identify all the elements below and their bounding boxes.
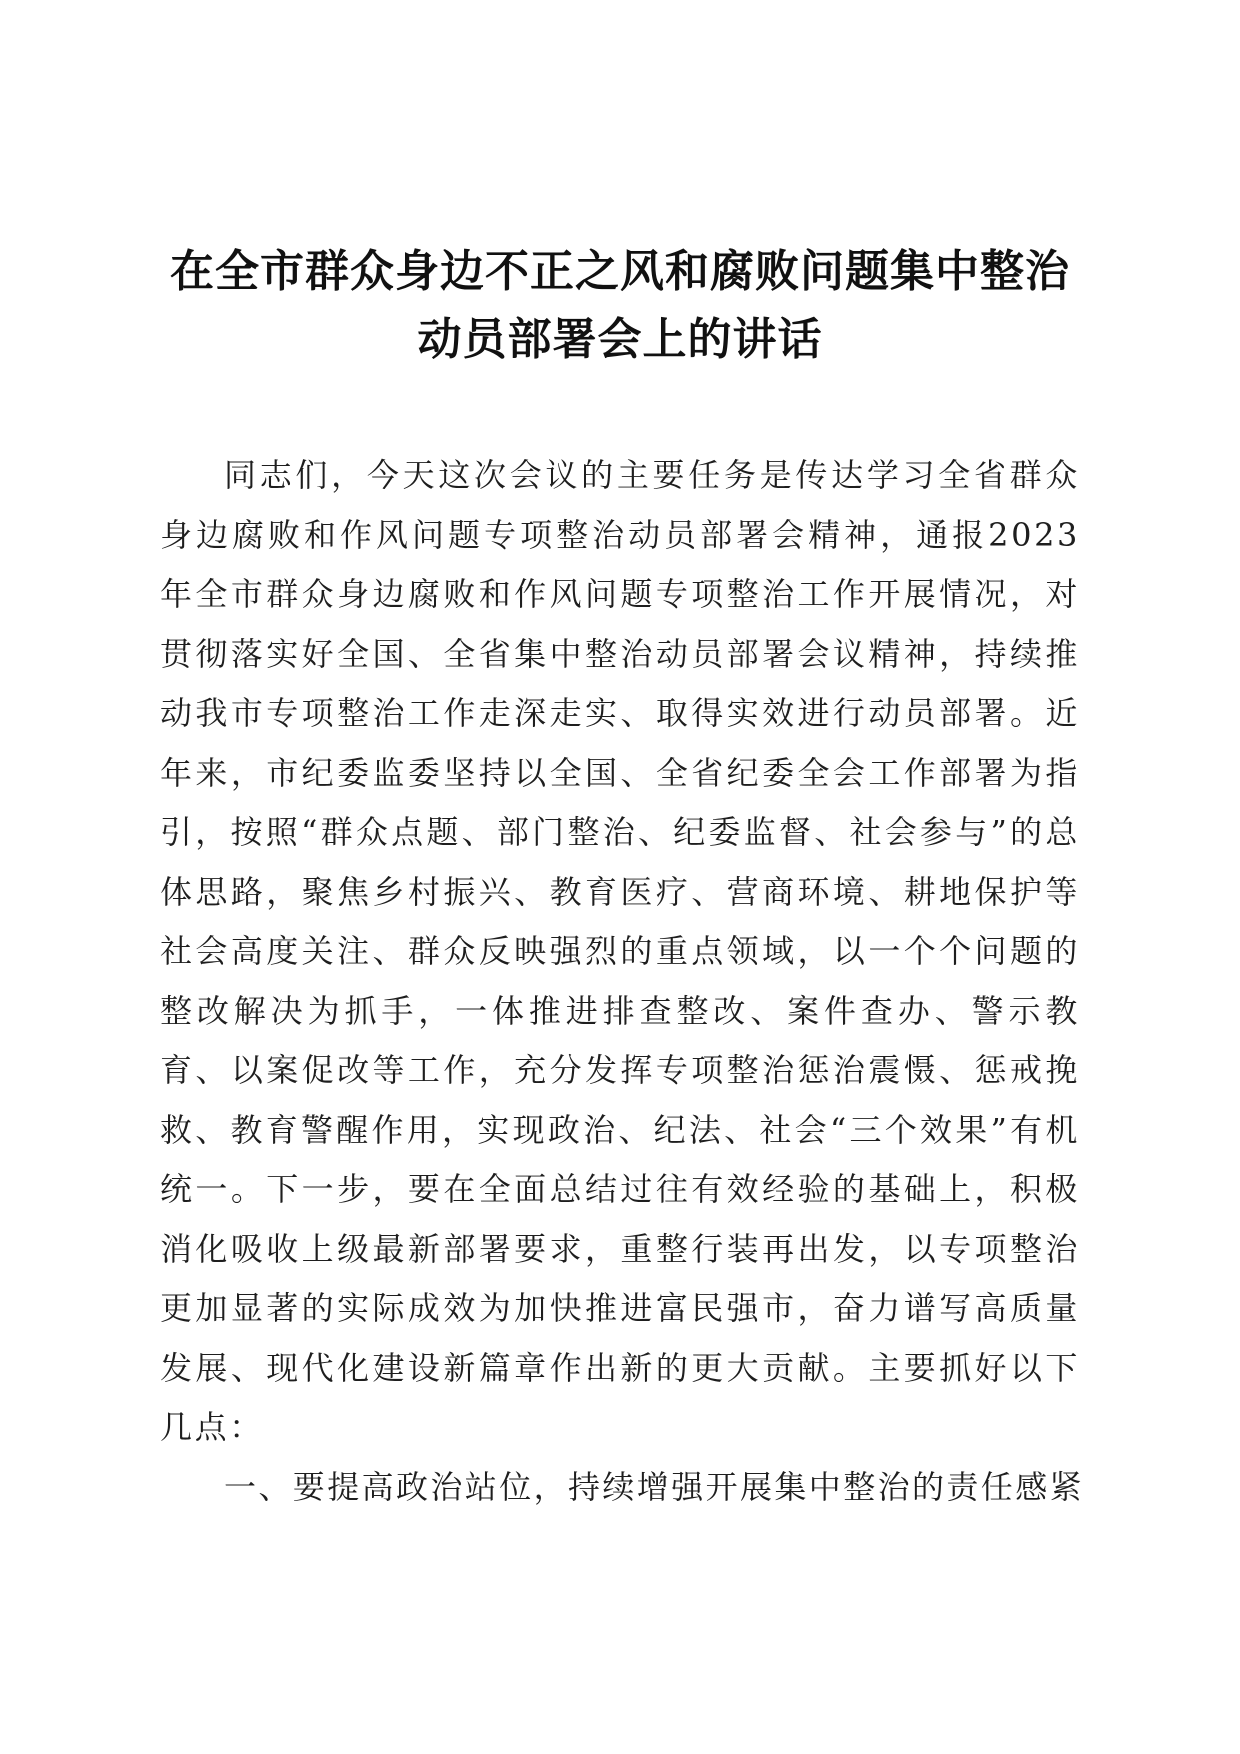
title-line-2: 动员部署会上的讲话 [417,314,823,365]
document-body [160,446,1085,1517]
document-title [120,238,1120,374]
title-line-1: 在全市群众身边不正之风和腐败问题集中整治 [170,246,1070,297]
paragraph-point-one: 一、要提高政治站位，持续增强开展集中整治的责任感紧 [224,1467,1085,1506]
paragraph-intro: 同志们，今天这次会议的主要任务是传达学习全省群众身边腐败和作风问题专项整治动员部署会精神，通报2023年全市群众身边腐败和作风问题专项整治工作开展情况，对贯彻落实好全国、全省集中整治动员部署会议精神，持续推动我市专项整治工作走深走实、取得实效进行动员部署。近年来，市纪委监委坚持以全国、全省纪委全会工作部署为指引，按照“群众点题、部门整治、纪委监督、社会参与”的总体思路，聚焦乡村振兴、教育医疗、营商环境、耕地保护等社会高度关注、群众反映强烈的重点领域，以一个个问题的整改解决为抓手，一体推进排查整改、案件查办、警示教育、以案促改等工作，充分发挥专项整治惩治震慑、惩戒挽救、教育警醒作用，实现政治、纪法、社会“三个效果”有机统一。下一步，要在全面总结过往有效经验的基础上，积极消化吸收上级最新部署要求，重整行装再出发，以专项整治更加显著的实际成效为加快推进富民强市，奋力谱写高质量发展、现代化建设新篇章作出新的更大贡献。主要抓好以下几点： [160,456,1080,1446]
